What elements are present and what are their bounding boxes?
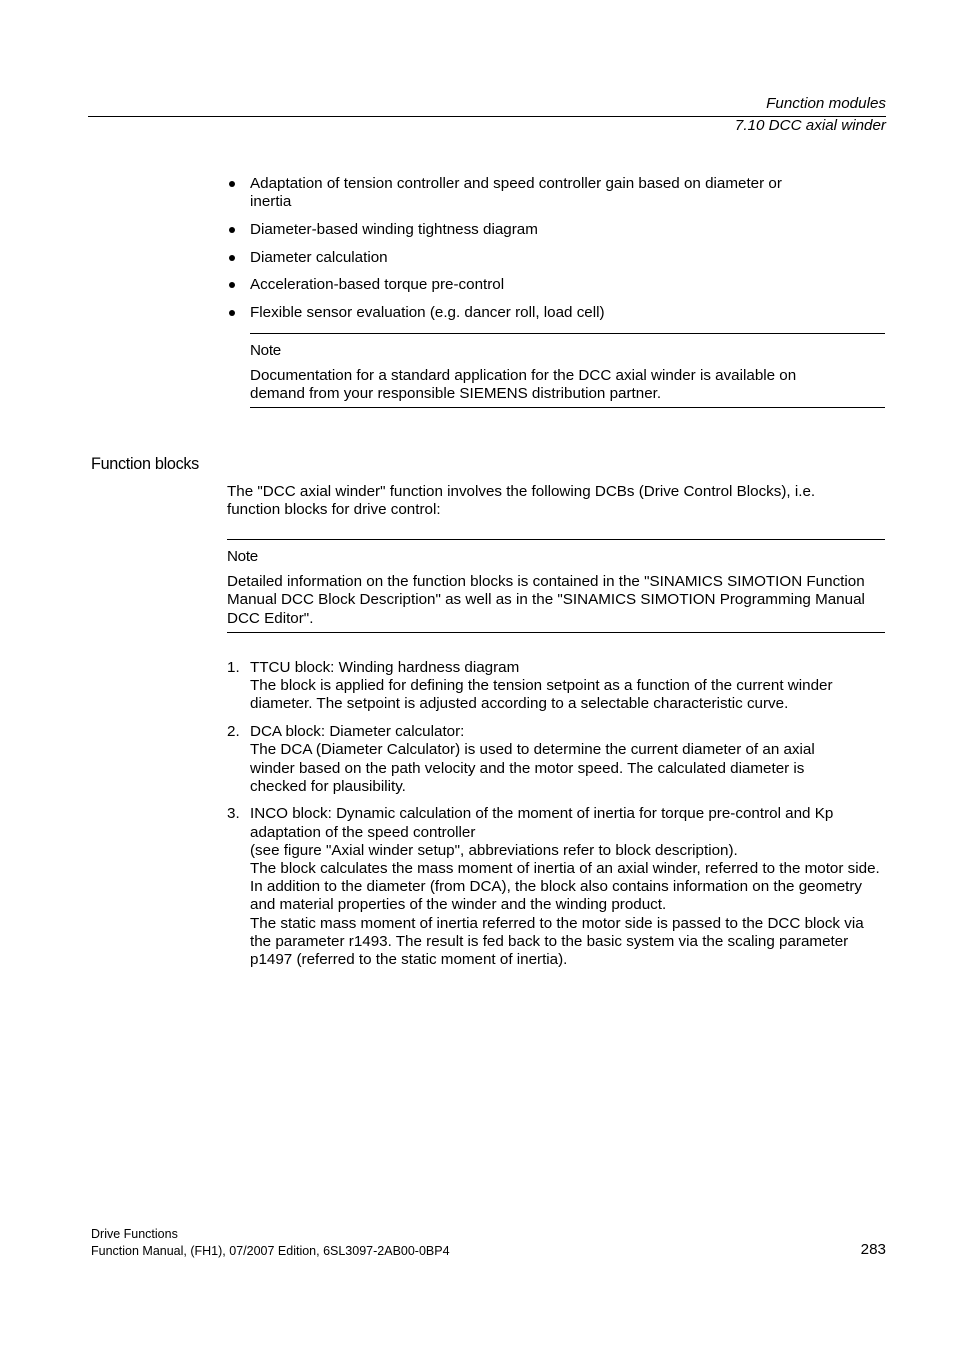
item-title: INCO block: Dynamic calculation of the moment of inertia for torque pre-control and Kp adaptation of the speed controller: [250, 805, 834, 841]
note-text: Documentation for a standard application for the DCC axial winder is available on demand from your responsible SIEMENS distribution partner.: [250, 367, 797, 403]
feature-item: Flexible sensor evaluation (e.g. dancer roll, load cell): [228, 304, 818, 322]
section-heading: Function blocks: [91, 455, 199, 473]
item-body: The block is applied for defining the tension setpoint as a function of the current winder diameter. The setpoint is adjusted according to a selectable characteristic curve.: [250, 677, 833, 713]
note-text: Detailed information on the function blocks is contained in the "SINAMICS SIMOTION Function Manual DCC Block Description" as well as in the "SINAMICS SIMOTION Programming Manual DCC Editor".: [227, 573, 865, 627]
function-block-item: [227, 723, 887, 796]
footer-title: Drive Functions: [91, 1227, 178, 1241]
item-body: The block calculates the mass moment of inertia of an axial winder, referred to the motor side. In addition to the diameter (from DCA), the block also contains information on the geometry and material properties of the winder and the winding product.: [250, 860, 880, 914]
feature-item: Diameter-based winding tightness diagram: [228, 221, 818, 239]
page-number: 283: [860, 1241, 886, 1258]
footer-edition: Function Manual, (FH1), 07/2007 Edition, 6SL3097-2AB00-0BP4: [91, 1244, 450, 1258]
item-number: 2.: [227, 723, 240, 741]
note-title: Note: [227, 548, 258, 565]
item-body: (see figure "Axial winder setup", abbreviations refer to block description).: [250, 841, 738, 859]
function-block-item: [227, 805, 887, 969]
item-number: 1.: [227, 659, 240, 676]
note-box: [227, 539, 885, 633]
feature-list: [228, 175, 818, 332]
item-body: The DCA (Diameter Calculator) is used to determine the current diameter of an axial winder based on the path velocity and the motor speed. The calculated diameter is checked for plausibility.: [250, 741, 815, 795]
header-chapter: Function modules: [766, 95, 886, 112]
section-intro: The "DCC axial winder" function involves the following DCBs (Drive Control Blocks), i.e. function blocks for drive control:: [227, 483, 816, 519]
function-block-item: [227, 659, 887, 714]
feature-item: Acceleration-based torque pre-control: [228, 276, 818, 294]
function-block-list: [227, 659, 887, 979]
item-number: 3.: [227, 805, 240, 823]
note-title: Note: [250, 342, 281, 359]
note-box: [250, 333, 885, 408]
item-title: TTCU block: Winding hardness diagram: [250, 659, 520, 676]
header-section: 7.10 DCC axial winder: [734, 117, 886, 134]
item-body: The static mass moment of inertia referred to the motor side is passed to the DCC block via the parameter r1493. The result is fed back to the basic system via the scaling parameter p1497 (referred to the static moment of inertia).: [250, 914, 864, 969]
feature-item: Diameter calculation: [228, 249, 818, 267]
item-title: DCA block: Diameter calculator:: [250, 723, 465, 741]
feature-item: Adaptation of tension controller and speed controller gain based on diameter or inertia: [228, 175, 818, 211]
